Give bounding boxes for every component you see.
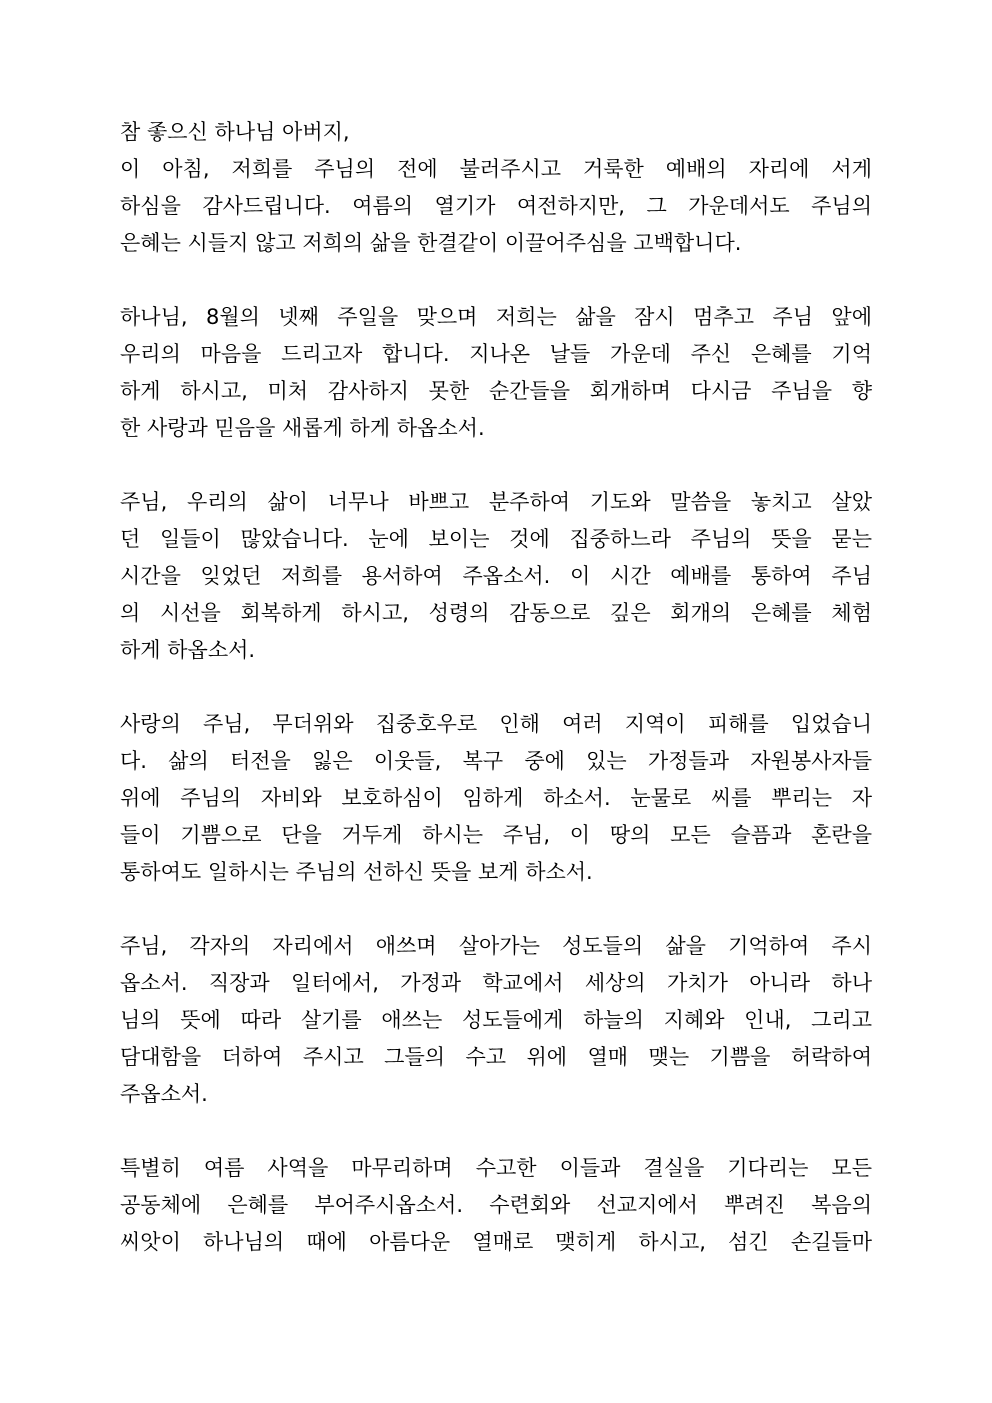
- text-line: 특별히 여름 사역을 마무리하며 수고한 이들과 결실을 기다리는 모든: [120, 1156, 872, 1180]
- paragraph-5: [120, 928, 872, 1113]
- text-line: 위에 주님의 자비와 보호하심이 임하게 하소서. 눈물로 씨를 뿌리는 자: [120, 786, 872, 810]
- paragraph-1: [120, 114, 872, 262]
- paragraph-4: [120, 706, 872, 891]
- paragraph-6: [120, 1150, 872, 1261]
- text-line: 사랑의 주님, 무더위와 집중호우로 인해 여러 지역이 피해를 입었습니: [120, 712, 872, 736]
- text-line: 하게 하옵소서.: [120, 638, 256, 662]
- text-line: 주님, 우리의 삶이 너무나 바쁘고 분주하여 기도와 말씀을 놓치고 살았: [120, 490, 872, 514]
- text-line: 통하여도 일하시는 주님의 선하신 뜻을 보게 하소서.: [120, 860, 593, 884]
- text-line: 한 사랑과 믿음을 새롭게 하게 하옵소서.: [120, 416, 485, 440]
- text-line: 주옵소서.: [120, 1082, 208, 1106]
- text-line: 하심을 감사드립니다. 여름의 열기가 여전하지만, 그 가운데서도 주님의: [120, 194, 872, 218]
- text-line: 님의 뜻에 따라 살기를 애쓰는 성도들에게 하늘의 지혜와 인내, 그리고: [120, 1008, 872, 1032]
- text-line: 의 시선을 회복하게 하시고, 성령의 감동으로 깊은 회개의 은혜를 체험: [120, 601, 872, 625]
- text-line: 하게 하시고, 미처 감사하지 못한 순간들을 회개하며 다시금 주님을 향: [120, 379, 872, 403]
- text-line: 공동체에 은혜를 부어주시옵소서. 수련회와 선교지에서 뿌려진 복음의: [120, 1193, 872, 1217]
- paragraph-2: [120, 299, 872, 447]
- text-line: 씨앗이 하나님의 때에 아름다운 열매로 맺히게 하시고, 섬긴 손길들마: [120, 1230, 872, 1254]
- paragraph-3: [120, 484, 872, 669]
- text-line: 주님, 각자의 자리에서 애쓰며 살아가는 성도들의 삶을 기억하여 주시: [120, 934, 872, 958]
- text-line: 들이 기쁨으로 단을 거두게 하시는 주님, 이 땅의 모든 슬픔과 혼란을: [120, 823, 872, 847]
- text-line: 담대함을 더하여 주시고 그들의 수고 위에 열매 맺는 기쁨을 허락하여: [120, 1045, 872, 1069]
- text-line: 던 일들이 많았습니다. 눈에 보이는 것에 집중하느라 주님의 뜻을 묻는: [120, 527, 872, 551]
- text-line: 다. 삶의 터전을 잃은 이웃들, 복구 중에 있는 가정들과 자원봉사자들: [120, 749, 872, 773]
- text-line: 시간을 잊었던 저희를 용서하여 주옵소서. 이 시간 예배를 통하여 주님: [120, 564, 872, 588]
- prayer-text: [120, 114, 872, 1298]
- text-line: 은혜는 시들지 않고 저희의 삶을 한결같이 이끌어주심을 고백합니다.: [120, 231, 742, 255]
- text-line: 옵소서. 직장과 일터에서, 가정과 학교에서 세상의 가치가 아니라 하나: [120, 971, 872, 995]
- text-line: 우리의 마음을 드리고자 합니다. 지나온 날들 가운데 주신 은혜를 기억: [120, 342, 872, 366]
- text-line: 이 아침, 저희를 주님의 전에 불러주시고 거룩한 예배의 자리에 서게: [120, 157, 872, 181]
- text-line: 하나님, 8월의 넷째 주일을 맞으며 저희는 삶을 잠시 멈추고 주님 앞에: [120, 305, 872, 329]
- text-line: 참 좋으신 하나님 아버지,: [120, 120, 350, 144]
